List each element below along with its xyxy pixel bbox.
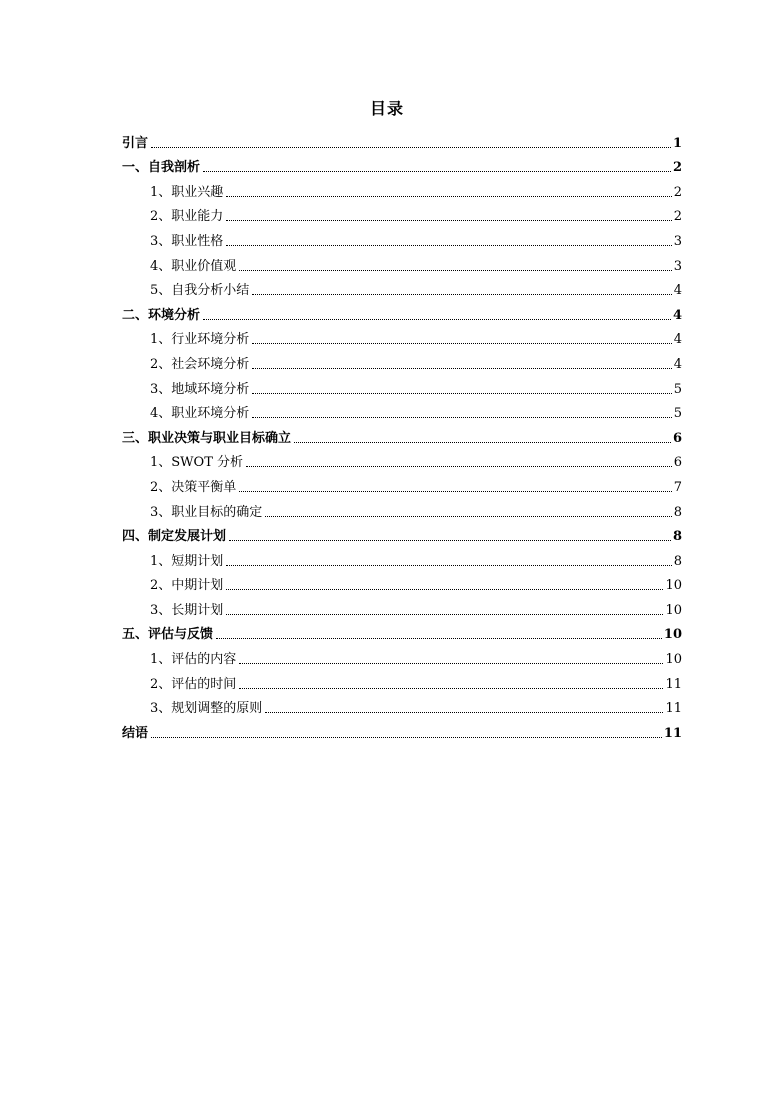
toc-entry-label: 3、规划调整的原则 bbox=[150, 701, 263, 717]
toc-page-number: 4 bbox=[673, 332, 682, 348]
toc-entry-label: 引言 bbox=[122, 135, 149, 151]
toc-subsection-entry[interactable] bbox=[122, 570, 682, 595]
toc-entry-label: 1、评估的内容 bbox=[150, 652, 237, 668]
toc-entry-label: 2、评估的时间 bbox=[150, 676, 237, 692]
toc-dot-leader bbox=[265, 712, 663, 713]
toc-dot-leader bbox=[203, 319, 671, 320]
toc-page-number: 10 bbox=[665, 652, 682, 668]
toc-subsection-entry[interactable] bbox=[122, 643, 682, 668]
toc-entry-label: 4、职业价值观 bbox=[150, 258, 237, 274]
toc-section-entry[interactable] bbox=[122, 152, 682, 177]
toc-page-number: 5 bbox=[673, 381, 682, 397]
toc-entry-label: 三、职业决策与职业目标确立 bbox=[122, 430, 292, 446]
toc-dot-leader bbox=[226, 220, 671, 221]
toc-entry-label: 4、职业环境分析 bbox=[150, 406, 250, 422]
toc-subsection-entry[interactable] bbox=[122, 275, 682, 300]
toc-page-number: 10 bbox=[665, 578, 682, 594]
toc-entry-label: 3、地域环境分析 bbox=[150, 381, 250, 397]
toc-dot-leader bbox=[239, 663, 663, 664]
toc-title: 目录 bbox=[369, 99, 404, 118]
toc-page-number: 6 bbox=[672, 430, 682, 446]
toc-subsection-entry[interactable] bbox=[122, 250, 682, 275]
toc-entry-label: 2、决策平衡单 bbox=[150, 479, 237, 495]
toc-section-entry[interactable] bbox=[122, 299, 682, 324]
toc-page-number: 7 bbox=[673, 479, 682, 495]
toc-dot-leader bbox=[226, 589, 663, 590]
toc-dot-leader bbox=[151, 147, 671, 148]
toc-subsection-entry[interactable] bbox=[122, 693, 682, 718]
toc-dot-leader bbox=[226, 245, 671, 246]
toc-entry-label: 1、行业环境分析 bbox=[150, 332, 250, 348]
toc-page-number: 11 bbox=[665, 701, 682, 717]
toc-dot-leader bbox=[216, 638, 662, 639]
toc-dot-leader bbox=[203, 171, 671, 172]
toc-dot-leader bbox=[226, 614, 663, 615]
toc-subsection-entry[interactable] bbox=[122, 447, 682, 472]
toc-dot-leader bbox=[229, 540, 671, 541]
toc-dot-leader bbox=[252, 294, 671, 295]
toc-page-number: 4 bbox=[673, 283, 682, 299]
toc-entry-label: 结语 bbox=[122, 725, 149, 741]
toc-dot-leader bbox=[226, 196, 671, 197]
toc-page-number: 3 bbox=[673, 233, 682, 249]
toc-dot-leader bbox=[151, 737, 662, 738]
toc-dot-leader bbox=[239, 270, 671, 271]
toc-entry-label: 3、长期计划 bbox=[150, 602, 224, 618]
toc-page-number: 1 bbox=[672, 135, 682, 151]
toc-entry-label: 四、制定发展计划 bbox=[122, 529, 227, 545]
toc-page-number: 8 bbox=[673, 553, 682, 569]
toc-section-entry[interactable] bbox=[122, 717, 682, 742]
toc-entry-label: 2、中期计划 bbox=[150, 578, 224, 594]
toc-entry-label: 1、职业兴趣 bbox=[150, 184, 224, 200]
toc-subsection-entry[interactable] bbox=[122, 545, 682, 570]
toc-dot-leader bbox=[252, 417, 671, 418]
toc-entry-label: 2、社会环境分析 bbox=[150, 356, 250, 372]
toc-subsection-entry[interactable] bbox=[122, 348, 682, 373]
toc-page-number: 10 bbox=[665, 602, 682, 618]
toc-subsection-entry[interactable] bbox=[122, 373, 682, 398]
toc-page-number: 4 bbox=[672, 307, 682, 323]
toc-dot-leader bbox=[252, 393, 671, 394]
toc-subsection-entry[interactable] bbox=[122, 176, 682, 201]
toc-entry-label: 一、自我剖析 bbox=[122, 160, 201, 176]
toc-section-entry[interactable] bbox=[122, 619, 682, 644]
toc-page-number: 11 bbox=[663, 725, 682, 741]
toc-dot-leader bbox=[294, 442, 671, 443]
toc-subsection-entry[interactable] bbox=[122, 471, 682, 496]
toc-entry-label: 1、短期计划 bbox=[150, 553, 224, 569]
toc-dot-leader bbox=[226, 565, 671, 566]
toc-dot-leader bbox=[265, 516, 671, 517]
toc-page-number: 3 bbox=[673, 258, 682, 274]
toc-page-number: 10 bbox=[663, 627, 682, 643]
toc-subsection-entry[interactable] bbox=[122, 201, 682, 226]
toc-entry-label: 5、自我分析小结 bbox=[150, 283, 250, 299]
toc-section-entry[interactable] bbox=[122, 422, 682, 447]
toc-page-number: 2 bbox=[672, 160, 682, 176]
toc-dot-leader bbox=[252, 343, 671, 344]
toc-page-number: 4 bbox=[673, 356, 682, 372]
toc-page-number: 8 bbox=[673, 504, 682, 520]
toc-subsection-entry[interactable] bbox=[122, 668, 682, 693]
toc-page-number: 8 bbox=[672, 529, 682, 545]
toc-dot-leader bbox=[239, 688, 663, 689]
toc-dot-leader bbox=[252, 368, 671, 369]
toc-section-entry[interactable] bbox=[122, 127, 682, 152]
toc-page-number: 2 bbox=[673, 184, 682, 200]
toc-subsection-entry[interactable] bbox=[122, 496, 682, 521]
toc-entry-label: 五、评估与反馈 bbox=[122, 627, 214, 643]
toc-page-number: 6 bbox=[673, 455, 682, 471]
toc-page-number: 11 bbox=[665, 676, 682, 692]
toc-subsection-entry[interactable] bbox=[122, 225, 682, 250]
toc-dot-leader bbox=[246, 466, 672, 467]
toc-entry-label: 3、职业目标的确定 bbox=[150, 504, 263, 520]
toc-entry-label: 2、职业能力 bbox=[150, 209, 224, 225]
toc-section-entry[interactable] bbox=[122, 521, 682, 546]
table-of-contents bbox=[122, 127, 682, 742]
toc-entry-label: 1、SWOT 分析 bbox=[150, 455, 243, 471]
toc-entry-label: 3、职业性格 bbox=[150, 233, 224, 249]
toc-subsection-entry[interactable] bbox=[122, 324, 682, 349]
toc-subsection-entry[interactable] bbox=[122, 594, 682, 619]
toc-subsection-entry[interactable] bbox=[122, 398, 682, 423]
toc-page-number: 5 bbox=[673, 406, 682, 422]
toc-page-number: 2 bbox=[673, 209, 682, 225]
toc-entry-label: 二、环境分析 bbox=[122, 307, 201, 323]
toc-dot-leader bbox=[239, 491, 671, 492]
